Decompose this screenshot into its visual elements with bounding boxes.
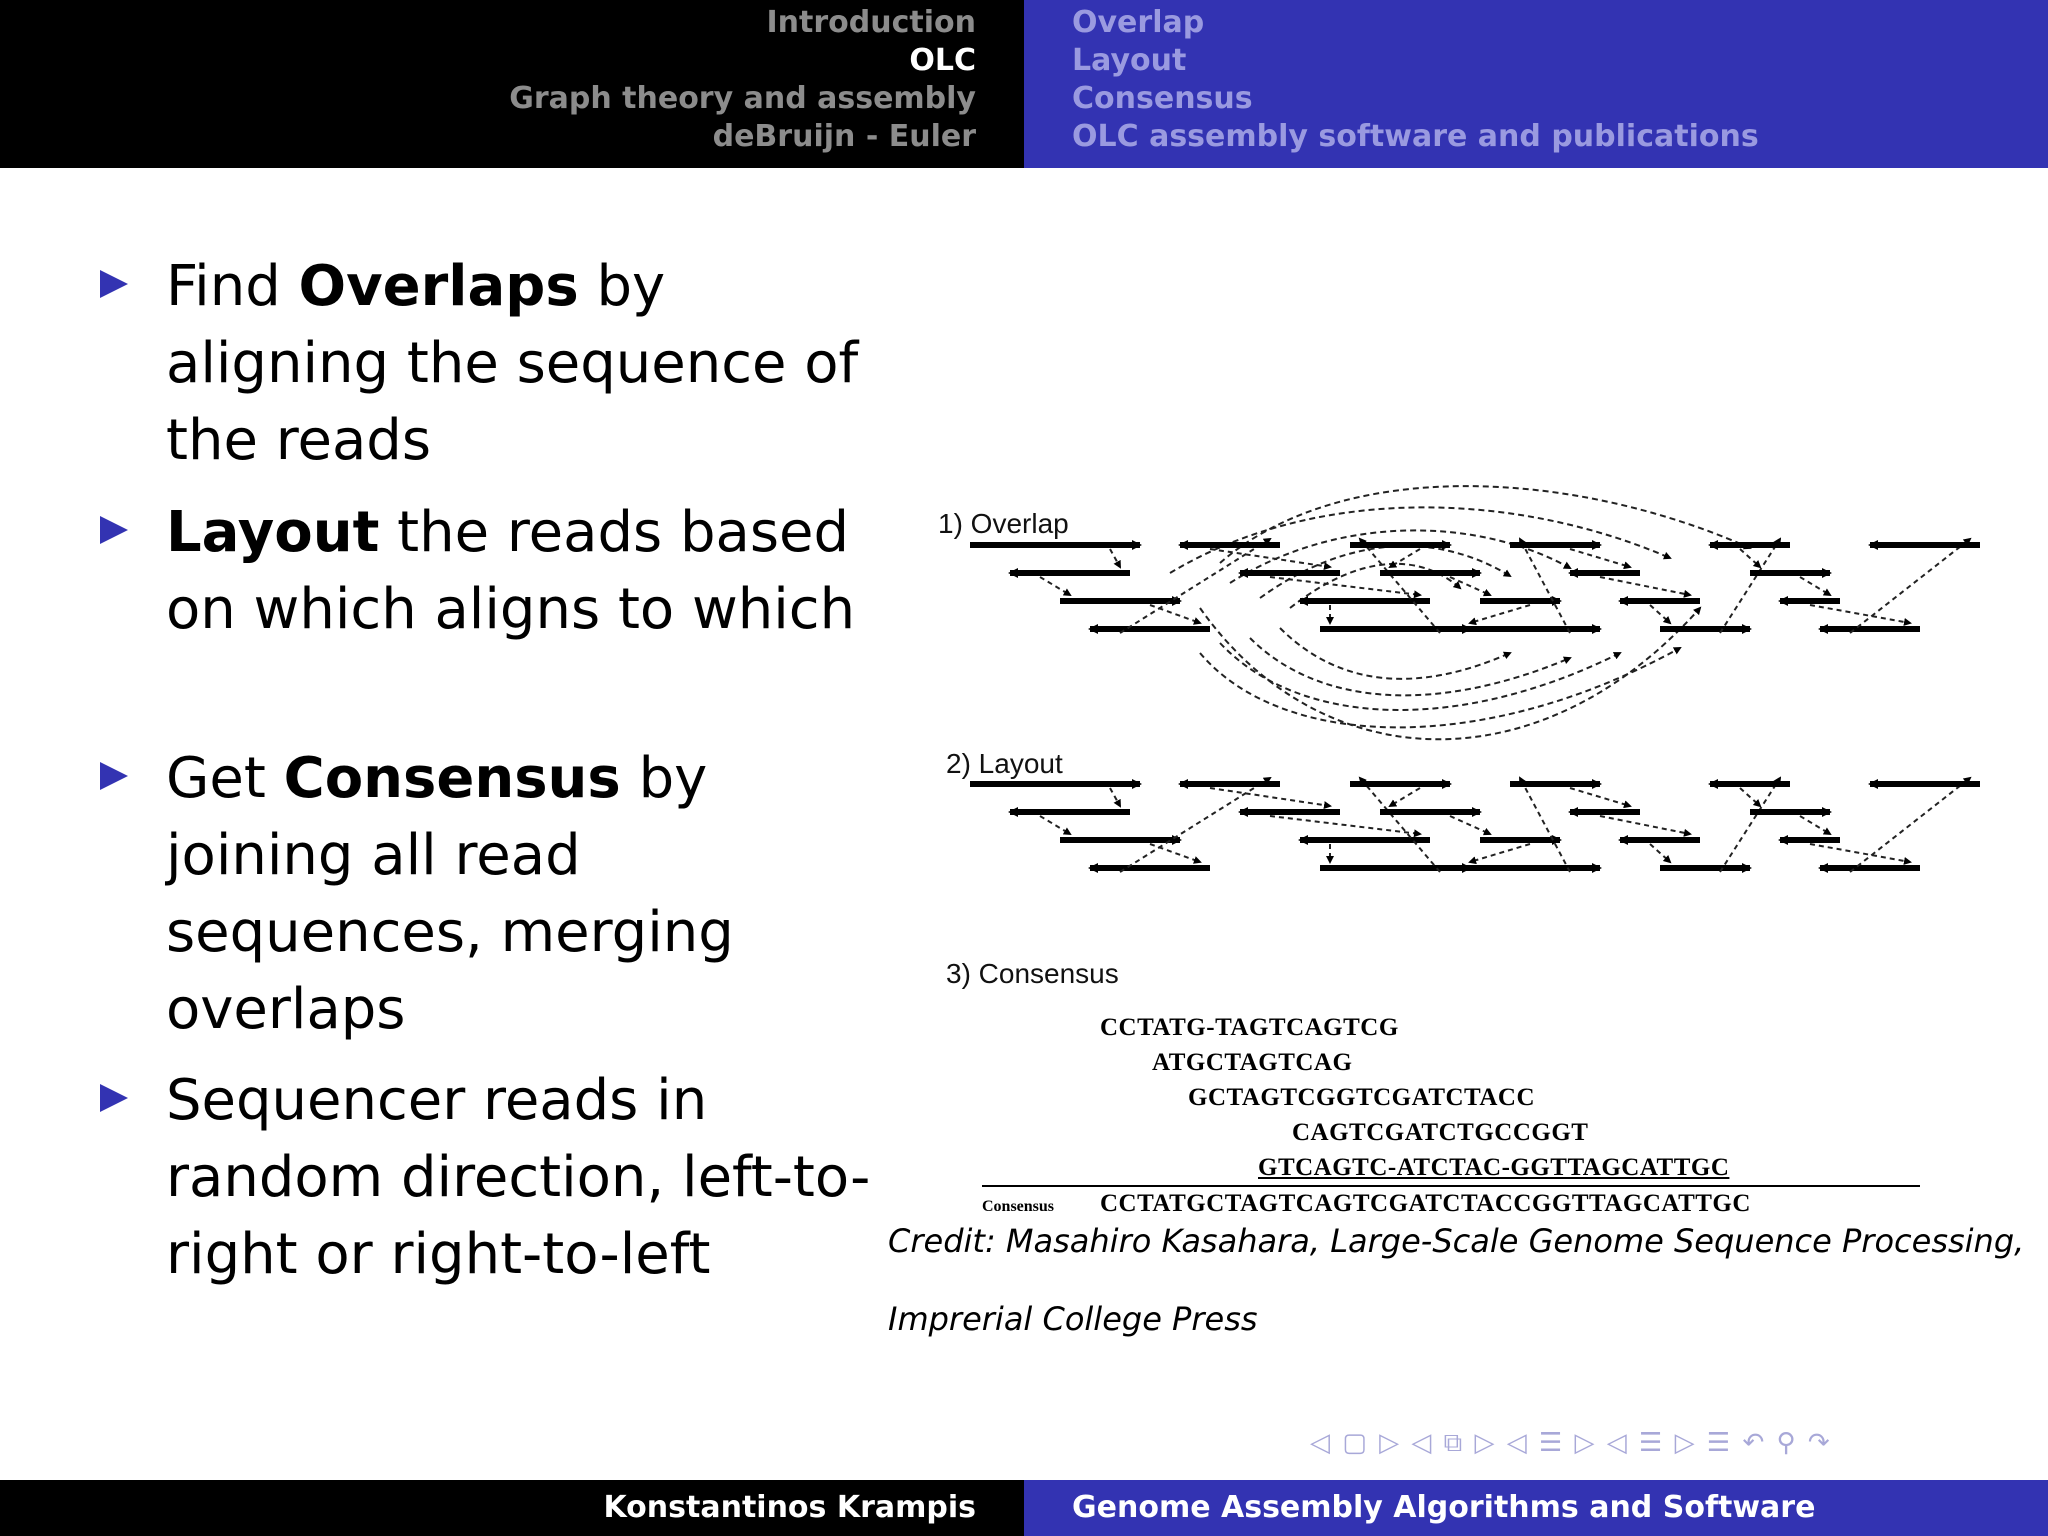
overlap-link-arrow-17 [1740,549,1760,567]
presentation-title: Genome Assembly Algorithms and Software [1072,1490,1816,1525]
bullet-triangle-icon [100,762,128,790]
overlap-link-arrow-13 [1570,549,1630,567]
read-sequence-5: GTCAGTC-ATCTAC-GGTTAGCATTGC [1258,1154,1730,1181]
layout-link-arrow-4 [1120,778,1270,872]
overlap-link-arrow-8 [1360,539,1440,633]
overlap-arcs [1170,486,1750,739]
layout-link-arrow-16 [1720,778,1780,872]
slide-content: Find Overlaps by aligning the sequence of the reads Layout the reads based on which aligns to which Get Consensus by joining all read sequences, merging overlaps Sequencer reads in random direction, left-to-right or right-to-left 1) Overlap 2) Layout 3) Consensus CCTATG-TAGTCAGTCG ATGCTAGTCAG GCTAGTCGGTCGATCTACC CAGTCGATCTGCCGGT GTCAGTC-ATCTAC-GGTTAGCATTGC Consensus CCTATGCTAGTCAGTCGATCTACCGGTTAGCATTGC Credit: Masahiro Kasahara, Large-Scale Genome Sequence Processing, Imprerial College Press [0,168,2048,1480]
layout-link-arrow-14 [1600,816,1690,834]
overlap-link-arrow-11 [1470,605,1530,623]
olc-diagram [920,308,2000,1217]
overlap-link-arrow-16 [1720,539,1780,633]
overlap-link-arrow-12 [1520,539,1570,633]
consensus-sequence: CCTATGCTAGTCAGTCGATCTACCGGTTAGCATTGC [1100,1190,1751,1217]
nav-section-debruijn[interactable]: deBruijn - Euler [712,119,976,154]
overlap-link-arrow-19 [1810,605,1910,623]
footer-bar [0,1480,2048,1536]
nav-section-olc[interactable]: OLC [909,43,976,78]
bullet-triangle-icon [100,270,128,298]
overlap-link-arrow-14 [1600,577,1690,595]
overlap-reads [970,539,1980,633]
layout-link-arrow-9 [1390,788,1420,806]
nav-subsection-overlap[interactable]: Overlap [1072,5,1205,40]
overlap-link-arrow-6 [1270,577,1420,595]
layout-link-arrow-19 [1810,844,1910,862]
subsection-navigation [1024,0,2048,168]
layout-link-arrow-20 [1850,778,1970,872]
layout-link-arrow-1 [1110,788,1120,806]
layout-link-arrow-6 [1270,816,1420,834]
overlap-link-arrow-4 [1120,539,1270,633]
overlap-link-arrow-3 [1150,605,1200,623]
read-sequence-4: CAGTCGATCTGCCGGT [1292,1119,1589,1146]
layout-label: 2) Layout [946,748,1063,779]
layout-link-arrow-10 [1450,816,1490,834]
overlap-link-arrow-10 [1450,577,1490,595]
overlap-link-arrow-20 [1850,539,1970,633]
layout-link-arrow-18 [1800,816,1830,834]
overlap-label: 1) Overlap [938,508,1069,539]
layout-link-arrow-17 [1740,788,1760,806]
overlap-link-arrow-1 [1110,549,1120,567]
section-navigation [0,0,1024,168]
credit-line-1: Credit: Masahiro Kasahara, Large-Scale Genome Sequence Processing, [888,1222,2025,1260]
overlap-link-arrow-2 [1040,577,1070,595]
nav-subsection-software[interactable]: OLC assembly software and publications [1072,119,1759,154]
read-sequence-3: GCTAGTCGGTCGATCTACC [1188,1084,1536,1111]
reads-diagram [920,308,2000,1108]
layout-link-arrow-2 [1040,816,1070,834]
layout-link-arrow-3 [1150,844,1200,862]
author-name: Konstantinos Krampis [603,1490,976,1525]
bullet-triangle-icon [100,516,128,544]
layout-link-arrow-12 [1520,778,1570,872]
layout-link-arrow-15 [1650,844,1670,862]
layout-reads [970,778,1980,872]
read-sequence-1: CCTATG-TAGTCAGTCG [1100,1014,1399,1041]
bullet-triangle-icon [100,1084,128,1112]
overlap-link-arrow-15 [1650,605,1670,623]
consensus-divider [982,1185,1920,1187]
nav-subsection-layout[interactable]: Layout [1072,43,1187,78]
read-sequence-2: ATGCTAGTCAG [1152,1049,1353,1076]
header-bar [0,0,2048,168]
layout-link-arrow-11 [1470,844,1530,862]
credit-line-2: Imprerial College Press [888,1300,1258,1338]
nav-section-graph-theory[interactable]: Graph theory and assembly [509,81,976,116]
nav-subsection-consensus[interactable]: Consensus [1072,81,1253,116]
nav-section-introduction[interactable]: Introduction [766,5,976,40]
beamer-navigation-icons[interactable]: ◁ ▢ ▷ ◁ ⧉ ▷ ◁ ☰ ▷ ◁ ☰ ▷ ☰ ↶ ⚲ ↷ [1310,1428,1832,1458]
consensus-row-label: Consensus [982,1198,1055,1215]
layout-link-arrow-8 [1360,778,1440,872]
overlap-link-arrow-18 [1800,577,1830,595]
consensus-label: 3) Consensus [946,958,1119,989]
layout-link-arrow-13 [1570,788,1630,806]
